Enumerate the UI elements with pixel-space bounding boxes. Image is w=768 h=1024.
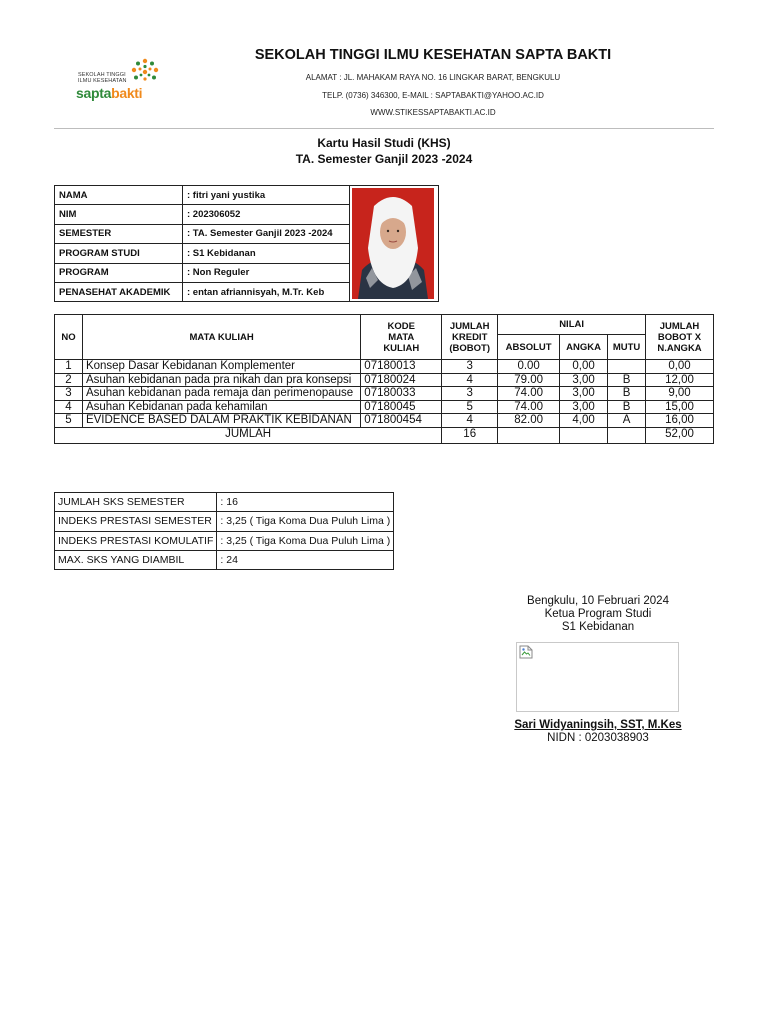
cell-absolut: 74.00: [498, 400, 560, 414]
total-label: JUMLAH: [55, 427, 442, 443]
total-sks: 16: [442, 427, 498, 443]
cell-course-code: 07180024: [361, 373, 442, 387]
summary-key: JUMLAH SKS SEMESTER: [55, 493, 217, 512]
cell-angka: 3,00: [560, 373, 608, 387]
cell-mutu: B: [608, 400, 646, 414]
cell-absolut: 74.00: [498, 387, 560, 401]
info-key: PROGRAM STUDI: [55, 244, 183, 263]
cell-sks: 4: [442, 414, 498, 428]
info-value: : entan afriannisyah, M.Tr. Keb: [183, 282, 350, 301]
total-mutu-empty: [608, 427, 646, 443]
college-logo: [76, 58, 166, 102]
summary-table: [54, 492, 394, 570]
cell-course-code: 07180013: [361, 360, 442, 374]
logo-wordmark-b: bakti: [111, 85, 143, 101]
total-absolut-empty: [498, 427, 560, 443]
totals-row: [55, 427, 714, 443]
header-divider: [54, 128, 714, 129]
logo-subtitle-line1: SEKOLAH TINGGI: [78, 72, 126, 78]
signature-place-date: Bengkulu, 10 Februari 2024: [527, 595, 669, 607]
summary-value: : 16: [217, 493, 394, 512]
total-angka-empty: [560, 427, 608, 443]
col-header-sks-line1: JUMLAH: [449, 320, 490, 332]
cell-absolut: 0.00: [498, 360, 560, 374]
info-value: : S1 Kebidanan: [183, 244, 350, 263]
cell-mutu: B: [608, 387, 646, 401]
student-info-table: [54, 185, 439, 302]
summary-key: INDEKS PRESTASI KOMULATIF: [55, 531, 217, 550]
col-header-bobot-line1: JUMLAH: [659, 320, 700, 332]
student-photo-cell: [350, 186, 439, 302]
logo-wordmark: [76, 85, 142, 101]
cell-bobot: 0,00: [646, 360, 714, 374]
signature-role: Ketua Program Studi: [544, 608, 652, 620]
logo-subtitle: [78, 72, 127, 84]
school-name: SEKOLAH TINGGI ILMU KESEHATAN SAPTA BAKTI: [254, 47, 612, 63]
cell-absolut: 82.00: [498, 414, 560, 428]
summary-value: : 3,25 ( Tiga Koma Dua Puluh Lima ): [217, 531, 394, 550]
col-header-absolut: ABSOLUT: [498, 335, 560, 360]
signature-name: Sari Widyaningsih, SST, M.Kes: [514, 719, 682, 731]
school-website: WWW.STIKESSAPTABAKTI.AC.ID: [370, 108, 496, 117]
col-header-bobot-line2: BOBOT X: [657, 331, 702, 343]
cell-bobot: 9,00: [646, 387, 714, 401]
cell-sks: 4: [442, 373, 498, 387]
col-header-mata-kuliah: MATA KULIAH: [82, 315, 360, 360]
total-bobot: 52,00: [646, 427, 714, 443]
broken-image-icon: [519, 645, 533, 659]
cell-sks: 3: [442, 387, 498, 401]
cell-mutu: A: [608, 414, 646, 428]
cell-course-code: 07180045: [361, 400, 442, 414]
table-row: [55, 387, 714, 401]
table-row: [55, 360, 714, 374]
cell-bobot: 16,00: [646, 414, 714, 428]
document-subtitle: TA. Semester Ganjil 2023 -2024: [295, 152, 473, 166]
cell-sks: 5: [442, 400, 498, 414]
col-header-no: NO: [55, 315, 83, 360]
info-key: PENASEHAT AKADEMIK: [55, 282, 183, 301]
cell-course-name: Konsep Dasar Kebidanan Komplementer: [82, 360, 360, 374]
cell-absolut: 79.00: [498, 373, 560, 387]
cell-angka: 4,00: [560, 414, 608, 428]
document-title: Kartu Hasil Studi (KHS): [317, 136, 451, 150]
logo-wordmark-a: sapta: [76, 85, 112, 101]
info-key: PROGRAM: [55, 263, 183, 282]
col-header-nilai: NILAI: [498, 315, 646, 335]
cell-no: 1: [55, 360, 83, 374]
info-value: : Non Reguler: [183, 263, 350, 282]
summary-row: [55, 531, 394, 550]
summary-value: : 24: [217, 550, 394, 569]
summary-row: [55, 512, 394, 531]
table-row: [55, 400, 714, 414]
school-address: ALAMAT : JL. MAHAKAM RAYA NO. 16 LINGKAR BARAT, BENGKULU: [305, 73, 561, 82]
cell-angka: 3,00: [560, 387, 608, 401]
col-header-angka: ANGKA: [560, 335, 608, 360]
info-row: [55, 186, 439, 205]
summary-key: MAX. SKS YANG DIAMBIL: [55, 550, 217, 569]
cell-bobot: 12,00: [646, 373, 714, 387]
flower-logo-icon: [131, 58, 159, 86]
cell-bobot: 15,00: [646, 400, 714, 414]
cell-sks: 3: [442, 360, 498, 374]
cell-course-name: EVIDENCE BASED DALAM PRAKTIK KEBIDANAN: [82, 414, 360, 428]
col-header-mutu: MUTU: [608, 335, 646, 360]
summary-row: [55, 493, 394, 512]
cell-course-name: Asuhan Kebidanan pada kehamilan: [82, 400, 360, 414]
student-photo: [352, 188, 434, 299]
signature-nidn: NIDN : 0203038903: [547, 732, 649, 744]
summary-value: : 3,25 ( Tiga Koma Dua Puluh Lima ): [217, 512, 394, 531]
cell-angka: 3,00: [560, 400, 608, 414]
info-key: SEMESTER: [55, 224, 183, 243]
cell-no: 2: [55, 373, 83, 387]
col-header-sks-line2: KREDIT: [452, 331, 488, 343]
col-header-bobot: [646, 315, 714, 360]
info-value: : TA. Semester Ganjil 2023 -2024: [183, 224, 350, 243]
cell-no: 3: [55, 387, 83, 401]
cell-no: 5: [55, 414, 83, 428]
col-header-bobot-line3: N.ANGKA: [657, 342, 702, 354]
table-row: [55, 414, 714, 428]
col-header-kode-line3: KULIAH: [383, 342, 420, 354]
cell-mutu: [608, 360, 646, 374]
student-portrait-icon: [352, 188, 434, 299]
col-header-kode: [361, 315, 442, 360]
info-value: : fitri yani yustika: [183, 186, 350, 205]
signature-image: [516, 642, 679, 712]
cell-course-name: Asuhan kebidanan pada pra nikah dan pra konsepsi: [82, 373, 360, 387]
cell-no: 4: [55, 400, 83, 414]
col-header-sks: [442, 315, 498, 360]
info-key: NAMA: [55, 186, 183, 205]
col-header-kode-line2: MATA: [388, 331, 415, 343]
grades-table: [54, 314, 714, 444]
summary-row: [55, 550, 394, 569]
cell-mutu: B: [608, 373, 646, 387]
info-value: : 202306052: [183, 205, 350, 224]
school-contact: TELP. (0736) 346300, E-MAIL : SAPTABAKTI@YAHOO.AC.ID: [322, 91, 544, 100]
info-key: NIM: [55, 205, 183, 224]
cell-course-code: 071800454: [361, 414, 442, 428]
table-row: [55, 373, 714, 387]
signature-program: S1 Kebidanan: [561, 621, 635, 633]
cell-course-code: 07180033: [361, 387, 442, 401]
cell-course-name: Asuhan kebidanan pada remaja dan perimenopause: [82, 387, 360, 401]
cell-angka: 0,00: [560, 360, 608, 374]
grades-header-row: [55, 315, 714, 335]
col-header-kode-line1: KODE: [387, 320, 415, 332]
summary-key: INDEKS PRESTASI SEMESTER: [55, 512, 217, 531]
col-header-sks-line3: (BOBOT): [449, 342, 491, 354]
logo-subtitle-line2: ILMU KESEHATAN: [78, 78, 127, 84]
